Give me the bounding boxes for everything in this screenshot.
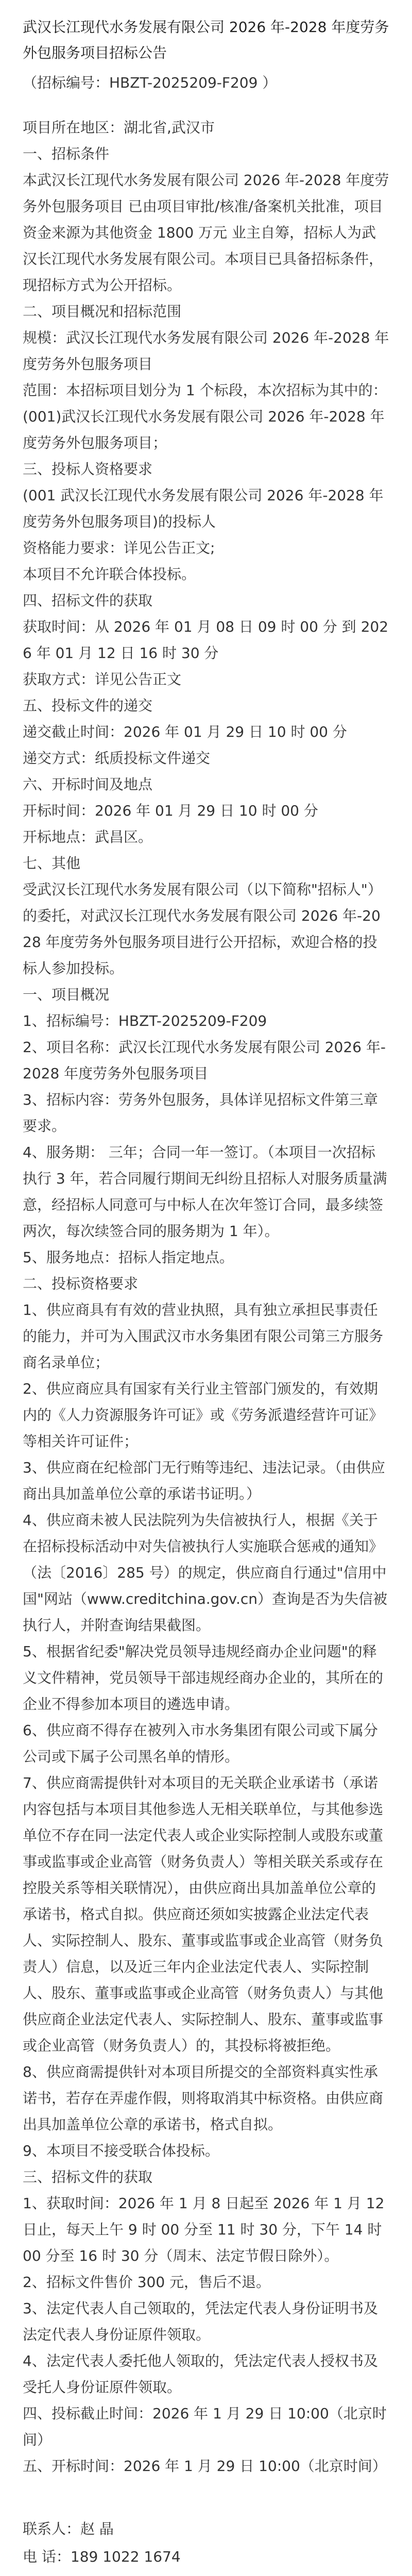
body-line: 获取时间：从 2026 年 01 月 08 日 09 时 00 分 到 2026 年 01 月 12 日 16 时 30 分 [23,618,389,662]
body-line: 规模：武汉长江现代水务发展有限公司 2026 年-2028 年度劳务外包服务项目 [23,329,389,372]
body-line: 二、项目概况和招标范围 [23,303,182,320]
body-line: 4、服务期： 三年；合同一年一签订。（本项目一次招标执行 3 年，若合同履行期间无纠纷且招标人对服务质量满意，经招标人同意可与中标人在次年签订合同，最多续签两次，每次续签合同的服务期为 1 年）。 [23,1144,387,1240]
contact-person: 联系人：赵 晶 [23,2520,114,2537]
body-line: 5、根据省纪委"解决党员领导违规经商办企业问题"的释义文件精神，党员领导干部违规经商办企业的，其所在的企业不得参加本项目的遴选申请。 [23,1643,384,1713]
body-line: 5、服务地点：招标人指定地点。 [23,1249,234,1266]
body-line: 1、招标编号：HBZT-2025209-F209 [23,1012,267,1029]
body-line: 资格能力要求：详见公告正文; [23,539,215,556]
body-line: 9、本项目不接受联合体投标。 [23,2142,219,2159]
tender-number: （招标编号：HBZT-2025209-F209 ） [23,74,277,91]
body-line: 项目所在地区：湖北省,武汉市 [23,119,215,136]
document-body [23,114,389,2479]
body-line: (001 武汉长江现代水务发展有限公司 2026 年-2028 年度劳务外包服务项目)的投标人 [23,487,384,530]
body-line: 二、投标资格要求 [23,1275,139,1292]
body-line: 1、获取时间：2026 年 1 月 8 日起至 2026 年 1 月 12 日止，每天上午 9 时 00 分至 11 时 30 分，下午 14 时 00 分至 16 时 30 分（周末、法定节假日除外）。 [23,2195,385,2264]
body-line: 五、投标文件的递交 [23,697,153,714]
body-line: 开标地点：武昌区。 [23,828,153,845]
body-line: 3、法定代表人自己领取的，凭法定代表人身份证明书及法定代表人身份证原件领取。 [23,2300,378,2343]
body-line: 获取方式：详见公告正文 [23,671,182,688]
contact-block [23,2515,389,2576]
body-line: 7、供应商需提供针对本项目的无关联企业承诺书（承诺内容包括与本项目其他参选人无相关联单位，与其他参选单位不存在同一法定代表人或企业实际控制人或股东或董事或监事或企业高管（财务负责人）等相关联关系或存在控股关系等相关联情况），由供应商出具加盖单位公章的承诺书，格式自拟。供应商还须如实披露企业法定代表人、实际控制人、股东、董事或监事或企业高管（财务负责人）信息，以及近三年内企业法定代表人、实际控制人、股东、董事或监事或企业高管（财务负责人）与其他供应商企业法定代表人、实际控制人、股东、董事或监事或企业高管（财务负责人）的，其投标将被拒绝。 [23,1774,384,2054]
body-line: 2、项目名称：武汉长江现代水务发展有限公司 2026 年-2028 年度劳务外包服务项目 [23,1039,386,1082]
body-line: 四、投标截止时间：2026 年 1 月 29 日 10:00（北京时间） [23,2405,387,2448]
body-line: 三、投标人资格要求 [23,461,153,478]
body-line: 四、招标文件的获取 [23,592,153,609]
body-line: 3、招标内容：劳务外包服务，具体详见招标文件第三章要求。 [23,1091,378,1134]
body-line: 8、供应商需提供针对本项目所提交的全部资料真实性承诺书，若存在弄虚作假，则将取消其中标资格。由供应商出具加盖单位公章的承诺书，格式自拟。 [23,2063,384,2133]
body-line: 五、开标时间：2026 年 1 月 29 日 10:00（北京时间） [23,2458,387,2475]
body-line: 4、供应商未被人民法院列为失信被执行人，根据《关于在招标投标活动中对失信被执行人实施联合惩戒的通知》（法〔2016〕285 号）的规定，供应商自行通过"信用中国"网站（www.creditchina.gov.cn）查询是否为失信被执行人，并附查询结果截图。 [23,1512,388,1634]
body-line: 6、供应商不得存在被列入市水务集团有限公司或下属分公司或下属子公司黑名单的情形。 [23,1722,378,1765]
document-title: 武汉长江现代水务发展有限公司 2026 年-2028 年度劳务外包服务项目招标公告 [23,19,389,61]
body-line: 本武汉长江现代水务发展有限公司 2026 年-2028 年度劳务外包服务项目 已由项目审批/核准/备案机关批准，项目资金来源为其他资金 1800 万元 业主自筹，招标人为武汉长江现代水务发展有限公司。本项目已具备招标条件，现招标方式为公开招标。 [23,172,389,294]
body-line: 开标时间：2026 年 01 月 29 日 10 时 00 分 [23,802,318,819]
body-line: 递交方式：纸质投标文件递交 [23,750,211,767]
body-line: 2、招标文件售价 300 元，售后不退。 [23,2274,271,2291]
body-line: 七、其他 [23,855,81,872]
body-line: 一、招标条件 [23,145,110,162]
body-line: 4、法定代表人委托他人领取的，凭法定代表人授权书及受托人身份证原件领取。 [23,2352,378,2396]
body-line: 范围：本招标项目划分为 1 个标段，本次招标为其中的： [23,382,387,399]
body-line: 3、供应商在纪检部门无行贿等违纪、违法记录。（由供应商出具加盖单位公章的承诺书证明。） [23,1459,385,1502]
body-line: 1、供应商具有有效的营业执照，具有独立承担民事责任的能力，并可为入围武汉市水务集团有限公司第三方服务商名录单位； [23,1301,384,1371]
body-line: 本项目不允许联合体投标。 [23,566,196,583]
body-line: 递交截止时间：2026 年 01 月 29 日 10 时 00 分 [23,723,347,740]
body-line: 受武汉长江现代水务发展有限公司（以下简称"招标人"）的委托，对武汉长江现代水务发展有限公司 2026 年-2028 年度劳务外包服务项目进行公开招标，欢迎合格的投标人参加投标。 [23,881,382,977]
body-line: 一、项目概况 [23,986,110,1003]
contact-email [23,2571,389,2576]
contact-phone: 电 话：189 1022 1674 [23,2548,181,2565]
body-line: (001)武汉长江现代水务发展有限公司 2026 年-2028 年度劳务外包服务项目； [23,408,385,451]
body-line: 六、开标时间及地点 [23,776,153,793]
body-line: 2、供应商应具有国家有关行业主管部门颁发的，有效期内的《人力资源服务许可证》或《劳务派遣经营许可证》等相关许可证件； [23,1380,384,1450]
body-line: 三、招标文件的获取 [23,2168,153,2185]
